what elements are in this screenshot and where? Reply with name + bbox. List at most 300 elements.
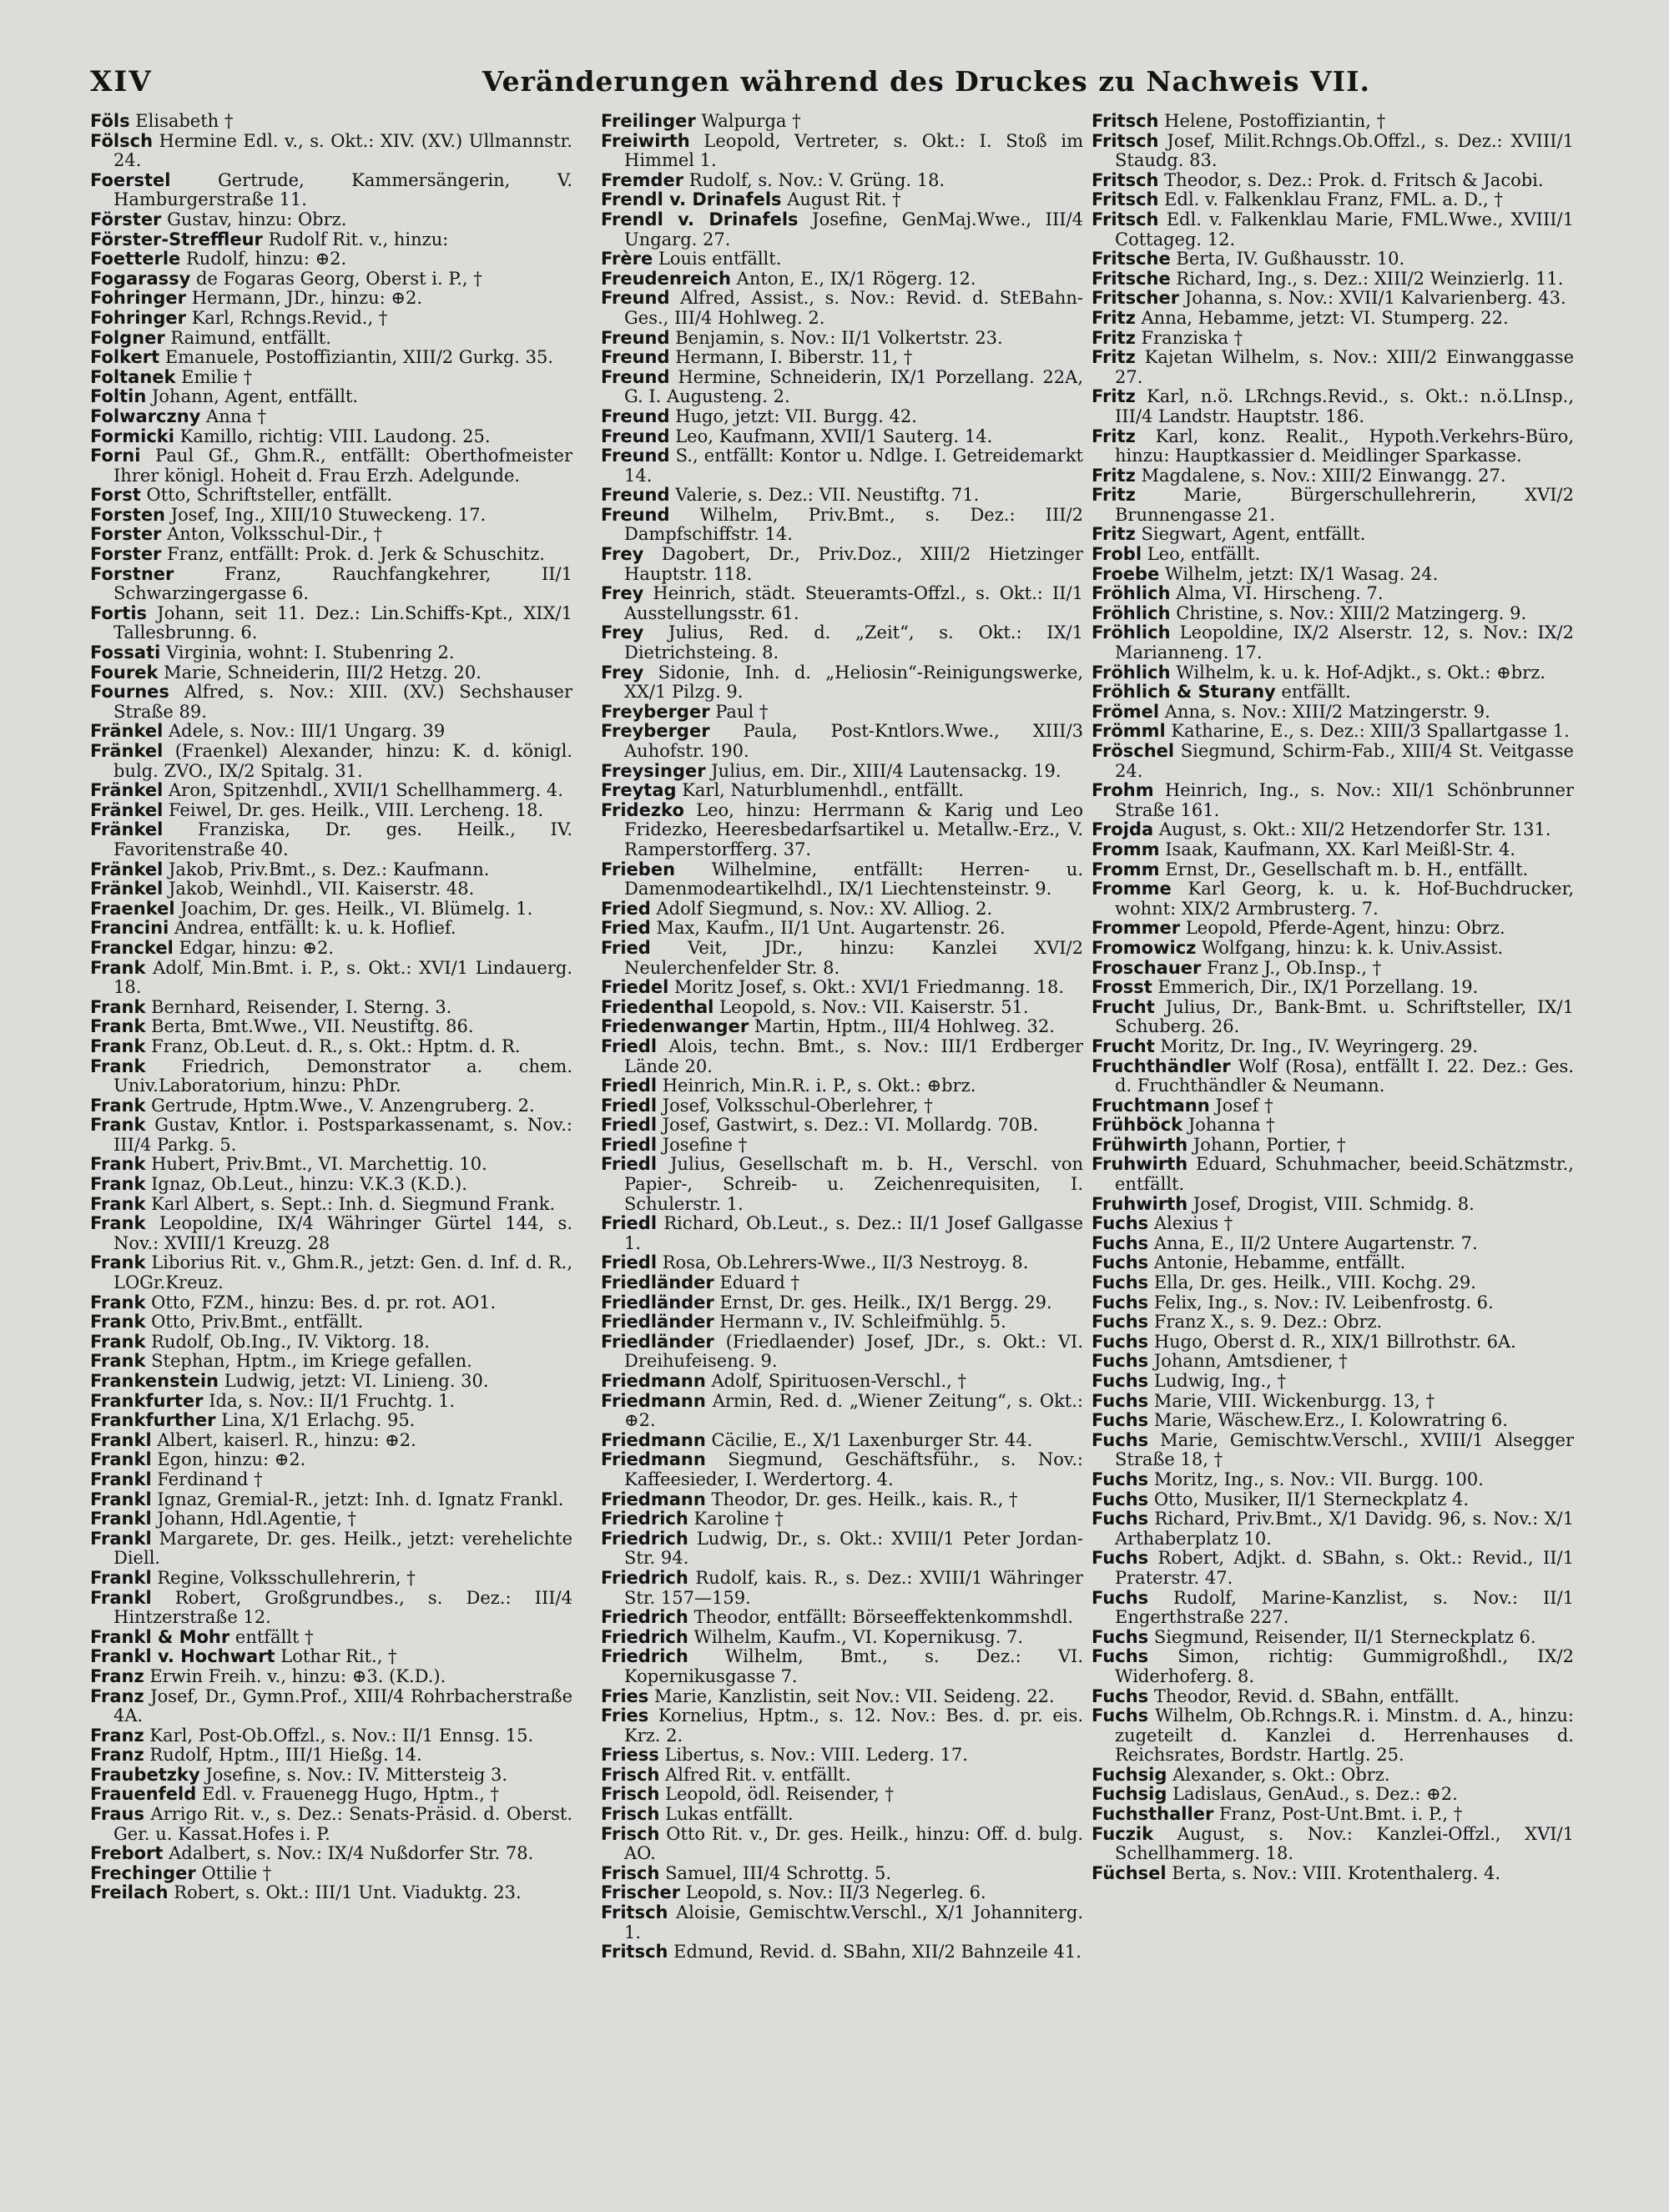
entry-surname: Fossati bbox=[90, 642, 161, 663]
entry-surname: Frankl bbox=[90, 1429, 152, 1450]
entry-surname: Fuchs bbox=[1092, 1410, 1149, 1431]
entry-details: Franz, Ob.Leut. d. R., s. Okt.: Hptm. d. R. bbox=[145, 1035, 521, 1056]
directory-entry bbox=[90, 1844, 572, 1864]
entry-surname: Friedländer bbox=[601, 1312, 714, 1333]
directory-entry bbox=[90, 545, 572, 565]
entry-surname: Fritz bbox=[1092, 524, 1136, 545]
entry-details: Wilhelm, Kaufm., VI. Kopernikusg. 7. bbox=[688, 1626, 1024, 1647]
entry-details: Anna, Hebamme, jetzt: VI. Stumperg. 22. bbox=[1135, 307, 1509, 328]
entry-surname: Frank bbox=[90, 1035, 146, 1056]
entry-details: Feiwel, Dr. ges. Heilk., VIII. Lercheng. 18. bbox=[163, 799, 544, 820]
entry-details: Wilhelmine, entfällt: Herren- u. Damenmodeartikelhdl., IX/1 Liechtensteinstr. 9. bbox=[624, 859, 1083, 899]
entry-details: Leopold, ödl. Reisender, † bbox=[659, 1784, 895, 1805]
directory-entry bbox=[601, 781, 1083, 801]
entry-surname: Freund bbox=[601, 485, 670, 506]
entry-surname: Freiwirth bbox=[601, 130, 690, 151]
entry-surname: Fremder bbox=[601, 169, 684, 190]
directory-entry bbox=[1092, 1096, 1574, 1116]
entry-surname: Fuchs bbox=[1092, 1371, 1149, 1391]
directory-entry bbox=[601, 762, 1083, 782]
entry-surname: Frankl bbox=[90, 1567, 152, 1588]
entry-surname: Friedel bbox=[601, 977, 669, 998]
entry-details: Wilhelm, Bmt., s. Dez.: VI. Kopernikusgasse 7. bbox=[624, 1646, 1083, 1686]
entry-surname: Fries bbox=[601, 1685, 649, 1706]
directory-entry bbox=[1092, 1057, 1574, 1096]
directory-entry bbox=[90, 1785, 572, 1805]
entry-surname: Fuchsig bbox=[1092, 1764, 1167, 1785]
entry-details: Berta, s. Nov.: VIII. Krotenthalerg. 4. bbox=[1166, 1862, 1501, 1883]
entry-surname: Fortis bbox=[90, 602, 148, 623]
entry-details: Leopold, s. Nov.: VII. Kaiserstr. 51. bbox=[713, 996, 1029, 1017]
entry-surname: Frisch bbox=[601, 1804, 660, 1825]
entry-details: Moritz, Ing., s. Nov.: VII. Burgg. 100. bbox=[1148, 1469, 1484, 1489]
entry-details: Johann, Amtsdiener, † bbox=[1148, 1351, 1348, 1372]
entry-details: Marie, VIII. Wickenburgg. 13, † bbox=[1148, 1390, 1435, 1411]
directory-entry bbox=[1092, 1490, 1574, 1510]
entry-details: Friedrich, Demonstrator a. chem. Univ.Laboratorium, hinzu: PhDr. bbox=[113, 1056, 572, 1096]
directory-entry bbox=[1092, 1706, 1574, 1766]
entry-details: Eduard, Schuhmacher, beeid.Schätzmstr., entfällt. bbox=[1115, 1154, 1574, 1195]
entry-surname: Fraenkel bbox=[90, 898, 175, 919]
directory-entry bbox=[601, 171, 1083, 191]
entry-details: Stephan, Hptm., im Kriege gefallen. bbox=[145, 1351, 472, 1372]
directory-entry bbox=[90, 1687, 572, 1726]
entry-surname: Frank bbox=[90, 1292, 146, 1313]
directory-entry bbox=[90, 1490, 572, 1510]
directory-entry bbox=[601, 1628, 1083, 1648]
entry-surname: Fuchs bbox=[1092, 1706, 1149, 1726]
entry-surname: Friedrich bbox=[601, 1626, 688, 1647]
entry-surname: Fröhlich bbox=[1092, 602, 1171, 623]
directory-entry bbox=[1092, 623, 1574, 663]
entry-details: Katharine, E., s. Dez.: XIII/3 Spallartgasse 1. bbox=[1165, 721, 1570, 742]
directory-entry bbox=[601, 1136, 1083, 1156]
directory-entry bbox=[90, 643, 572, 663]
entry-details: Alfred Rit. v. entfällt. bbox=[659, 1764, 851, 1785]
directory-entry bbox=[90, 1253, 572, 1292]
entry-details: Rudolf, hinzu: ⊕2. bbox=[180, 249, 347, 270]
entry-surname: Friedl bbox=[601, 1154, 658, 1175]
directory-entry bbox=[90, 820, 572, 859]
entry-surname: Fuchs bbox=[1092, 1252, 1149, 1273]
entry-details: Rudolf, Ob.Ing., IV. Viktorg. 18. bbox=[145, 1331, 430, 1352]
directory-entry bbox=[90, 1392, 572, 1412]
directory-entry bbox=[1092, 1392, 1574, 1412]
entry-surname: Frank bbox=[90, 1154, 146, 1175]
directory-entry bbox=[90, 171, 572, 210]
entry-surname: Fölsch bbox=[90, 130, 154, 151]
directory-entry bbox=[1092, 112, 1574, 132]
entry-details: S., entfällt: Kontor u. Ndlge. I. Getreidemarkt 14. bbox=[624, 446, 1083, 486]
entry-details: Leopold, s. Nov.: II/3 Negerleg. 6. bbox=[680, 1882, 986, 1903]
entry-details: Gertrude, Hptm.Wwe., V. Anzengruberg. 2. bbox=[145, 1095, 535, 1116]
entry-details: Julius, em. Dir., XIII/4 Lautensackg. 19. bbox=[705, 760, 1061, 781]
entry-details: Wolf (Rosa), entfällt I. 22. Dez.: Ges. d. Fruchthändler & Neumann. bbox=[1115, 1056, 1574, 1096]
entry-details: Berta, Bmt.Wwe., VII. Neustiftg. 86. bbox=[145, 1016, 474, 1037]
directory-entry bbox=[1092, 1431, 1574, 1470]
entry-details: Alexander, s. Okt.: Obrz. bbox=[1167, 1764, 1390, 1785]
directory-entry bbox=[601, 112, 1083, 132]
directory-entry bbox=[90, 1450, 572, 1470]
entry-surname: Friedl bbox=[601, 1076, 658, 1096]
entry-details: Marie, Wäschew.Erz., I. Kolowratring 6. bbox=[1148, 1410, 1508, 1431]
directory-entry bbox=[601, 1313, 1083, 1333]
directory-entry bbox=[1092, 959, 1574, 979]
entry-details: Rudolf, s. Nov.: V. Grüng. 18. bbox=[683, 169, 945, 190]
entry-details: Elisabeth † bbox=[129, 112, 234, 131]
entry-surname: Fränkel bbox=[90, 859, 164, 879]
directory-entry bbox=[1092, 1864, 1574, 1884]
directory-entry bbox=[1092, 348, 1574, 387]
entry-surname: Folkert bbox=[90, 347, 160, 368]
entry-details: Edl. v. Falkenklau Franz, FML. a. D., † bbox=[1158, 189, 1503, 210]
entry-surname: Fourek bbox=[90, 662, 159, 683]
entry-surname: Francini bbox=[90, 918, 169, 939]
directory-entry bbox=[90, 565, 572, 604]
entry-details: Heinrich, städt. Steueramts-Offzl., s. Okt.: II/1 Ausstellungsstr. 61. bbox=[624, 583, 1083, 623]
entry-surname: Frisch bbox=[601, 1764, 660, 1785]
entry-surname: Foerstel bbox=[90, 169, 171, 190]
directory-entry bbox=[90, 1175, 572, 1195]
entry-surname: Frey bbox=[601, 583, 644, 604]
directory-entry bbox=[1092, 978, 1574, 998]
entry-surname: Freudenreich bbox=[601, 268, 731, 289]
entry-surname: Frankl bbox=[90, 1449, 152, 1470]
entry-details: Emilie † bbox=[175, 366, 253, 387]
entry-details: Gertrude, Kammersängerin, V. Hamburgerstraße 11. bbox=[113, 169, 572, 210]
entry-details: Jakob, Priv.Bmt., s. Dez.: Kaufmann. bbox=[163, 859, 490, 879]
entry-details: Berta, IV. Gußhausstr. 10. bbox=[1170, 249, 1405, 270]
entry-surname: Friedrich bbox=[601, 1646, 688, 1667]
entry-details: Johann, Agent, entfällt. bbox=[146, 386, 359, 407]
entry-details: Josef, Volksschul-Oberlehrer, † bbox=[657, 1095, 933, 1116]
entry-surname: Friedenthal bbox=[601, 996, 714, 1017]
entry-details: Anna, s. Nov.: XIII/2 Matzingerstr. 9. bbox=[1159, 701, 1490, 722]
directory-entry bbox=[1092, 939, 1574, 959]
entry-surname: Fohringer bbox=[90, 307, 187, 328]
entry-details: Edl. v. Frauenegg Hugo, Hptm., † bbox=[196, 1784, 500, 1805]
entry-surname: Frank bbox=[90, 1351, 146, 1372]
entry-details: Leo, entfällt. bbox=[1142, 544, 1261, 565]
directory-entry bbox=[1092, 1333, 1574, 1353]
entry-details: Ernst, Dr., Gesellschaft m. b. H., entfällt. bbox=[1159, 859, 1529, 879]
entry-surname: Frendl v. Drinafels bbox=[601, 189, 782, 210]
entry-details: Martin, Hptm., III/4 Hohlweg. 32. bbox=[749, 1016, 1055, 1037]
entry-surname: Fritsch bbox=[1092, 169, 1159, 190]
directory-entry bbox=[90, 1864, 572, 1884]
directory-entry bbox=[1092, 545, 1574, 565]
entry-surname: Frank bbox=[90, 1016, 146, 1037]
directory-entry bbox=[1092, 683, 1574, 703]
entry-details: August Rit. † bbox=[781, 189, 901, 210]
entry-surname: Frühböck bbox=[1092, 1115, 1183, 1136]
entry-details: Eduard † bbox=[713, 1272, 799, 1293]
entry-surname: Frankl bbox=[90, 1587, 152, 1608]
entry-surname: Freund bbox=[601, 406, 670, 426]
entry-details: Leopoldine, IX/4 Währinger Gürtel 144, s. Nov.: XVIII/1 Kreuzg. 28 bbox=[113, 1213, 572, 1253]
directory-entry bbox=[90, 1647, 572, 1667]
entry-details: Julius, Red. d. „Zeit“, s. Okt.: IX/1 Dietrichsteing. 8. bbox=[624, 622, 1083, 663]
entry-surname: Förster bbox=[90, 209, 162, 229]
entry-details: Emanuele, Postoffiziantin, XIII/2 Gurkg. 35. bbox=[159, 347, 554, 368]
entry-surname: Fröhlich bbox=[1092, 662, 1171, 683]
entry-details: Egon, hinzu: ⊕2. bbox=[151, 1449, 306, 1470]
entry-surname: Frank bbox=[90, 996, 146, 1017]
directory-entry bbox=[601, 722, 1083, 761]
entry-surname: Frey bbox=[601, 622, 644, 643]
directory-entry bbox=[1092, 1687, 1574, 1707]
directory-entry bbox=[601, 1431, 1083, 1451]
entry-surname: Friedrich bbox=[601, 1509, 688, 1529]
directory-entry bbox=[1092, 1549, 1574, 1588]
directory-entry bbox=[601, 1293, 1083, 1313]
entry-details: entfällt. bbox=[1275, 682, 1351, 703]
directory-entry bbox=[601, 1273, 1083, 1293]
directory-entry bbox=[1092, 525, 1574, 545]
directory-entry bbox=[90, 1333, 572, 1353]
directory-entry bbox=[90, 446, 572, 486]
directory-entry bbox=[601, 329, 1083, 349]
directory-entry bbox=[90, 1569, 572, 1589]
directory-entry bbox=[601, 1253, 1083, 1273]
directory-entry bbox=[601, 486, 1083, 506]
entry-details: Ludwig, jetzt: VI. Linieng. 30. bbox=[219, 1371, 489, 1391]
entry-surname: Freilach bbox=[90, 1882, 169, 1903]
directory-entry bbox=[1092, 1785, 1574, 1805]
entry-details: Karl, Rchngs.Revid., † bbox=[186, 307, 388, 328]
directory-entry bbox=[601, 1037, 1083, 1076]
directory-entry bbox=[90, 387, 572, 407]
entry-details: Alfred, Assist., s. Nov.: Revid. d. StEBahn-Ges., III/4 Hohlweg. 2. bbox=[624, 288, 1083, 328]
entry-surname: Fritz bbox=[1092, 465, 1136, 486]
directory-entry bbox=[601, 899, 1083, 920]
entry-surname: Frommer bbox=[1092, 918, 1181, 939]
entry-surname: Frischer bbox=[601, 1882, 681, 1903]
entry-details: Ludwig, Ing., † bbox=[1148, 1371, 1287, 1391]
entry-surname: Frömml bbox=[1092, 721, 1166, 742]
entry-surname: Fröhlich bbox=[1092, 583, 1171, 604]
entry-details: Libertus, s. Nov.: VIII. Lederg. 17. bbox=[658, 1745, 968, 1766]
entry-details: Franziska, Dr. ges. Heilk., IV. Favoritenstraße 40. bbox=[113, 819, 572, 859]
entry-surname: Frömel bbox=[1092, 701, 1160, 722]
entry-surname: Fraubetzky bbox=[90, 1764, 200, 1785]
directory-entry bbox=[601, 860, 1083, 899]
entry-surname: Fuchs bbox=[1092, 1685, 1149, 1706]
entry-details: Josefine, s. Nov.: IV. Mittersteig 3. bbox=[199, 1764, 508, 1785]
directory-entry bbox=[601, 1392, 1083, 1431]
entry-details: Regine, Volksschullehrerin, † bbox=[151, 1567, 416, 1588]
directory-entry bbox=[601, 919, 1083, 939]
entry-surname: Fried bbox=[601, 937, 651, 958]
directory-entry bbox=[601, 1490, 1083, 1510]
entry-surname: Freund bbox=[601, 366, 670, 387]
entry-surname: Füchsel bbox=[1092, 1862, 1167, 1883]
entry-details: Adolf, Spirituosen-Verschl., † bbox=[705, 1371, 967, 1391]
entry-details: Hermine Edl. v., s. Okt.: XIV. (XV.) Ullmannstr. 24. bbox=[113, 130, 572, 171]
directory-entry bbox=[1092, 1352, 1574, 1372]
directory-entry bbox=[1092, 1372, 1574, 1392]
entry-surname: Freytag bbox=[601, 780, 677, 801]
directory-entry bbox=[1092, 565, 1574, 585]
entry-surname: Friedmann bbox=[601, 1489, 706, 1509]
entry-surname: Frechinger bbox=[90, 1862, 196, 1883]
entry-details: Alexius † bbox=[1148, 1213, 1233, 1234]
directory-entry bbox=[90, 998, 572, 1018]
entry-details: Marie, Gemischtw.Verschl., XVIII/1 Alsegger Straße 18, † bbox=[1115, 1429, 1574, 1470]
entry-details: Hermine, Schneiderin, IX/1 Porzellang. 22A, G. I. Augusteng. 2. bbox=[624, 366, 1083, 407]
directory-entry bbox=[90, 368, 572, 388]
entry-surname: Friedrich bbox=[601, 1607, 688, 1628]
entry-details: Josef, Gastwirt, s. Dez.: VI. Mollardg. 70B. bbox=[657, 1115, 1039, 1136]
entry-details: Josefine † bbox=[657, 1134, 748, 1155]
entry-surname: Fritsch bbox=[1092, 189, 1159, 210]
entry-details: Wolfgang, hinzu: k. k. Univ.Assist. bbox=[1196, 937, 1504, 958]
entry-details: Hermann, I. Biberstr. 11, † bbox=[669, 347, 913, 368]
entry-details: Otto, Musiker, II/1 Sterneckplatz 4. bbox=[1148, 1489, 1470, 1509]
entry-surname: Freund bbox=[601, 327, 670, 348]
entry-surname: Forni bbox=[90, 446, 141, 466]
entry-details: Ludwig, Dr., s. Okt.: XVIII/1 Peter Jordan-Str. 94. bbox=[624, 1528, 1083, 1569]
entry-surname: Frey bbox=[601, 544, 644, 565]
directory-entry bbox=[1092, 210, 1574, 249]
entry-details: Adolf Siegmund, s. Nov.: XV. Alliog. 2. bbox=[650, 898, 993, 919]
entry-surname: Fuchsig bbox=[1092, 1784, 1167, 1805]
entry-surname: Fruchtmann bbox=[1092, 1095, 1210, 1116]
entry-details: Albert, kaiserl. R., hinzu: ⊕2. bbox=[151, 1429, 416, 1450]
entry-surname: Fränkel bbox=[90, 819, 164, 840]
entry-details: Heinrich, Ing., s. Nov.: XII/1 Schönbrunner Straße 161. bbox=[1115, 780, 1574, 820]
entry-details: Helene, Postoffiziantin, † bbox=[1158, 112, 1386, 131]
entry-surname: Fuchs bbox=[1092, 1646, 1149, 1667]
entry-surname: Fohringer bbox=[90, 288, 187, 309]
entry-details: Walpurga † bbox=[695, 112, 801, 131]
entry-details: Leo, Kaufmann, XVII/1 Sauterg. 14. bbox=[669, 426, 993, 446]
entry-surname: Fränkel bbox=[90, 879, 164, 899]
directory-entry bbox=[90, 1411, 572, 1431]
directory-entry bbox=[1092, 190, 1574, 210]
directory-entry bbox=[90, 1509, 572, 1529]
entry-surname: Fritz bbox=[1092, 347, 1136, 368]
directory-entry bbox=[90, 506, 572, 526]
entry-details: Karoline † bbox=[688, 1509, 784, 1529]
entry-surname: Frère bbox=[601, 249, 653, 270]
entry-details: Anna † bbox=[200, 406, 266, 426]
entry-details: Karl, konz. Realit., Hypoth.Verkehrs-Büro, hinzu: Hauptkassier d. Meidlinger Sparkasse. bbox=[1115, 426, 1574, 466]
entry-surname: Freyberger bbox=[601, 701, 710, 722]
entry-details: Richard, Priv.Bmt., X/1 Davidg. 96, s. Nov.: X/1 Arthaberplatz 10. bbox=[1115, 1509, 1574, 1549]
entry-surname: Fränkel bbox=[90, 799, 164, 820]
entry-surname: Frucht bbox=[1092, 1035, 1155, 1056]
entry-surname: Frauenfeld bbox=[90, 1784, 197, 1805]
entry-details: Felix, Ing., s. Nov.: IV. Leibenfrostg. 6. bbox=[1148, 1292, 1494, 1313]
directory-entry bbox=[90, 1431, 572, 1451]
directory-entry bbox=[1092, 860, 1574, 880]
entry-details: Alois, techn. Bmt., s. Nov.: III/1 Erdberger Lände 20. bbox=[624, 1035, 1083, 1076]
entry-surname: Frank bbox=[90, 1193, 146, 1214]
directory-entry bbox=[601, 703, 1083, 723]
entry-surname: Fritz bbox=[1092, 307, 1136, 328]
entry-surname: Fromm bbox=[1092, 839, 1160, 859]
directory-entry bbox=[90, 1195, 572, 1215]
entry-details: Robert, Adjkt. d. SBahn, s. Okt.: Revid., II/1 Praterstr. 47. bbox=[1115, 1548, 1574, 1588]
entry-details: Anna, E., II/2 Untere Augartenstr. 7. bbox=[1148, 1232, 1478, 1253]
directory-entry bbox=[90, 132, 572, 171]
entry-details: Edl. v. Falkenklau Marie, FML.Wwe., XVIII/1 Cottageg. 12. bbox=[1115, 209, 1574, 249]
entry-details: August, s. Nov.: Kanzlei-Offzl., XVI/1 Schellhammerg. 18. bbox=[1115, 1823, 1574, 1864]
directory-entry bbox=[1092, 742, 1574, 781]
directory-entry bbox=[1092, 132, 1574, 171]
directory-entry bbox=[601, 1805, 1083, 1825]
entry-details: Joachim, Dr. ges. Heilk., VI. Blümelg. 1. bbox=[174, 898, 533, 919]
directory-entry bbox=[90, 1155, 572, 1175]
entry-surname: Frank bbox=[90, 1213, 146, 1234]
directory-entry bbox=[601, 368, 1083, 407]
entry-details: entfällt † bbox=[229, 1626, 314, 1647]
entry-details: Ignaz, Gremial-R., jetzt: Inh. d. Ignatz Frankl. bbox=[151, 1489, 564, 1509]
directory-entry bbox=[90, 1529, 572, 1569]
entry-surname: Frank bbox=[90, 1252, 146, 1273]
directory-entry bbox=[1092, 1766, 1574, 1786]
entry-details: Lukas entfällt. bbox=[659, 1804, 794, 1825]
entry-details: Wilhelm, Priv.Bmt., s. Dez.: III/2 Dampfschiffstr. 14. bbox=[624, 504, 1083, 545]
directory-entry bbox=[601, 1155, 1083, 1214]
entry-details: Kamillo, richtig: VIII. Laudong. 25. bbox=[174, 426, 491, 446]
directory-entry bbox=[90, 1766, 572, 1786]
directory-entry bbox=[1092, 1313, 1574, 1333]
directory-entry bbox=[601, 427, 1083, 447]
directory-entry bbox=[1092, 1628, 1574, 1648]
entry-details: Rudolf, Hptm., III/1 Hießg. 14. bbox=[144, 1745, 422, 1766]
directory-entry bbox=[90, 210, 572, 230]
entry-details: Aloisie, Gemischtw.Verschl., X/1 Johanniterg. 1. bbox=[624, 1902, 1083, 1942]
entry-surname: Froschauer bbox=[1092, 957, 1202, 978]
directory-entry bbox=[90, 1667, 572, 1687]
directory-entry bbox=[601, 623, 1083, 663]
directory-entry bbox=[1092, 1293, 1574, 1313]
entry-surname: Fritsch bbox=[601, 1942, 668, 1963]
entry-details: Karl, Post-Ob.Offzl., s. Nov.: II/1 Ennsg. 15. bbox=[144, 1725, 534, 1746]
directory-entry bbox=[1092, 1195, 1574, 1215]
directory-entry bbox=[601, 1706, 1083, 1746]
entry-details: Lina, X/1 Erlachg. 95. bbox=[215, 1410, 416, 1431]
entry-details: Adalbert, s. Nov.: IX/4 Nußdorfer Str. 78. bbox=[163, 1843, 534, 1864]
entry-details: Theodor, s. Dez.: Prok. d. Fritsch & Jacobi. bbox=[1158, 169, 1544, 190]
entry-surname: Fromm bbox=[1092, 859, 1160, 879]
entry-surname: Frank bbox=[90, 1331, 146, 1352]
directory-entry bbox=[1092, 1253, 1574, 1273]
entry-surname: Fournes bbox=[90, 682, 169, 703]
directory-entry bbox=[90, 959, 572, 998]
directory-entry bbox=[90, 427, 572, 447]
entry-details: Kornelius, Hptm., s. 12. Nov.: Bes. d. pr. eis. Krz. 2. bbox=[624, 1706, 1083, 1746]
directory-entry bbox=[90, 604, 572, 643]
directory-entry bbox=[601, 978, 1083, 998]
directory-entry bbox=[601, 1569, 1083, 1608]
directory-entry bbox=[1092, 879, 1574, 919]
directory-entry bbox=[90, 1805, 572, 1844]
entry-details: Kajetan Wilhelm, s. Nov.: XIII/2 Einwanggasse 27. bbox=[1115, 347, 1574, 387]
entry-surname: Friedl bbox=[601, 1134, 658, 1155]
directory-entry bbox=[90, 899, 572, 920]
directory-entry bbox=[1092, 486, 1574, 525]
directory-entry bbox=[90, 407, 572, 427]
entry-surname: Fuchs bbox=[1092, 1469, 1149, 1489]
directory-entry bbox=[1092, 1273, 1574, 1293]
entry-details: Dagobert, Dr., Priv.Doz., XIII/2 Hietzinger Hauptstr. 118. bbox=[624, 544, 1083, 584]
entry-surname: Frohm bbox=[1092, 780, 1154, 801]
entry-surname: Fuchs bbox=[1092, 1213, 1149, 1234]
directory-entry bbox=[1092, 722, 1574, 742]
